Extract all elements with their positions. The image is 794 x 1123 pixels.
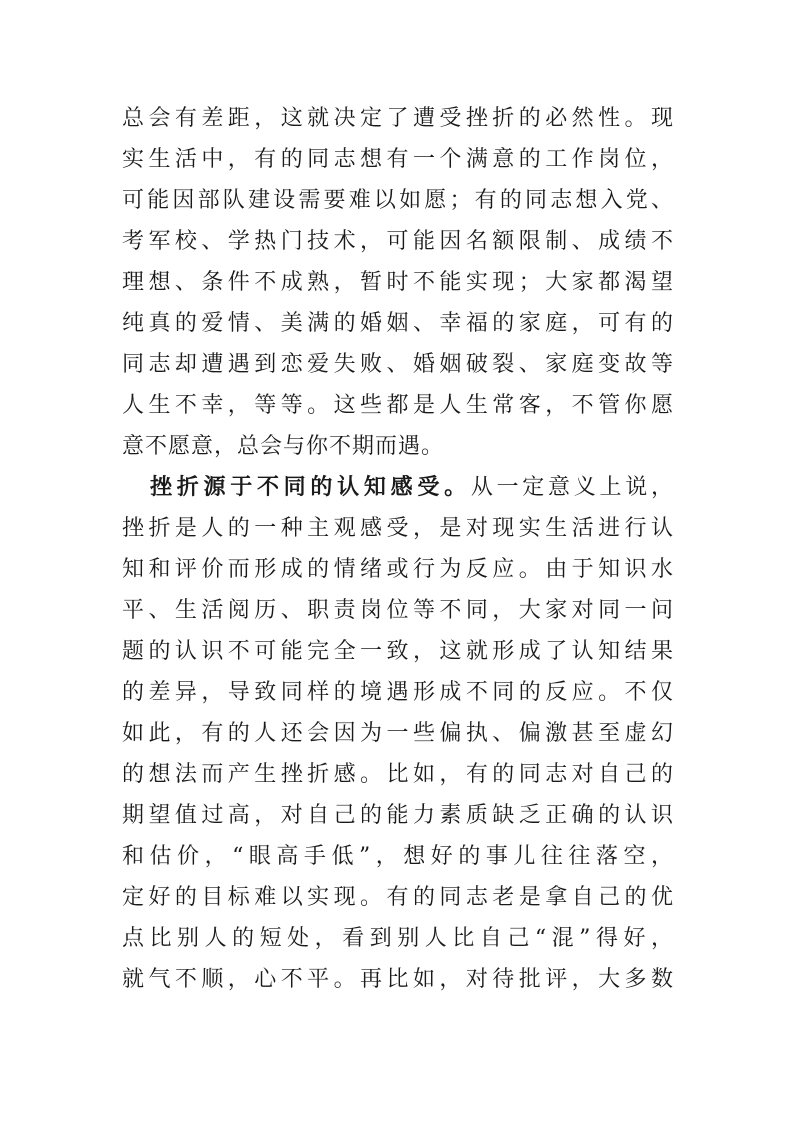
- text-line: 知和评价而形成的情绪或行为反应。由于知识水: [122, 557, 674, 582]
- text-line: 如此，有的人还会因为一些偏执、偏激甚至虚幻: [122, 721, 674, 746]
- paragraph-2: [122, 467, 674, 1000]
- text-line: 实生活中，有的同志想有一个满意的工作岗位，: [122, 147, 674, 172]
- text-line: 和估价，“眼高手低”，想好的事儿往往落空，: [122, 844, 674, 869]
- text-line: 意不愿意，总会与你不期而遇。: [122, 434, 445, 459]
- text-line: 理想、条件不成熟，暂时不能实现；大家都渴望: [122, 270, 674, 295]
- text-line: 总会有差距，这就决定了遭受挫折的必然性。现: [122, 106, 674, 131]
- text-line: 就气不顺，心不平。再比如，对待批评，大多数: [122, 967, 674, 992]
- text-line: 题的认识不可能完全一致，这就形成了认知结果: [122, 639, 674, 664]
- text-line: 的差异，导致同样的境遇形成不同的反应。不仅: [122, 680, 674, 705]
- text-line: 考军校、学热门技术，可能因名额限制、成绩不: [122, 229, 674, 254]
- body-text: [122, 98, 674, 1000]
- text-line: 挫折是人的一种主观感受，是对现实生活进行认: [122, 516, 674, 541]
- text-fragment: 从一定意义上说，: [470, 475, 674, 500]
- text-line: 的想法而产生挫折感。比如，有的同志对自己的: [122, 762, 674, 787]
- text-line: 定好的目标难以实现。有的同志老是拿自己的优: [122, 885, 674, 910]
- text-line: 纯真的爱情、美满的婚姻、幸福的家庭，可有的: [122, 311, 674, 336]
- text-line: 点比别人的短处，看到别人比自己“混”得好，: [122, 926, 674, 951]
- paragraph-1: [122, 98, 674, 467]
- text-line: 人生不幸，等等。这些都是人生常客，不管你愿: [122, 393, 674, 418]
- text-line: 期望值过高，对自己的能力素质缺乏正确的认识: [122, 803, 674, 828]
- text-line: 平、生活阅历、职责岗位等不同，大家对同一问: [122, 598, 674, 623]
- text-line: 可能因部队建设需要难以如愿；有的同志想入党、: [122, 188, 674, 213]
- paragraph-first-line: [122, 467, 674, 508]
- text-line: 同志却遭遇到恋爱失败、婚姻破裂、家庭变故等: [122, 352, 674, 377]
- paragraph-heading: 挫折源于不同的认知感受。: [150, 474, 471, 500]
